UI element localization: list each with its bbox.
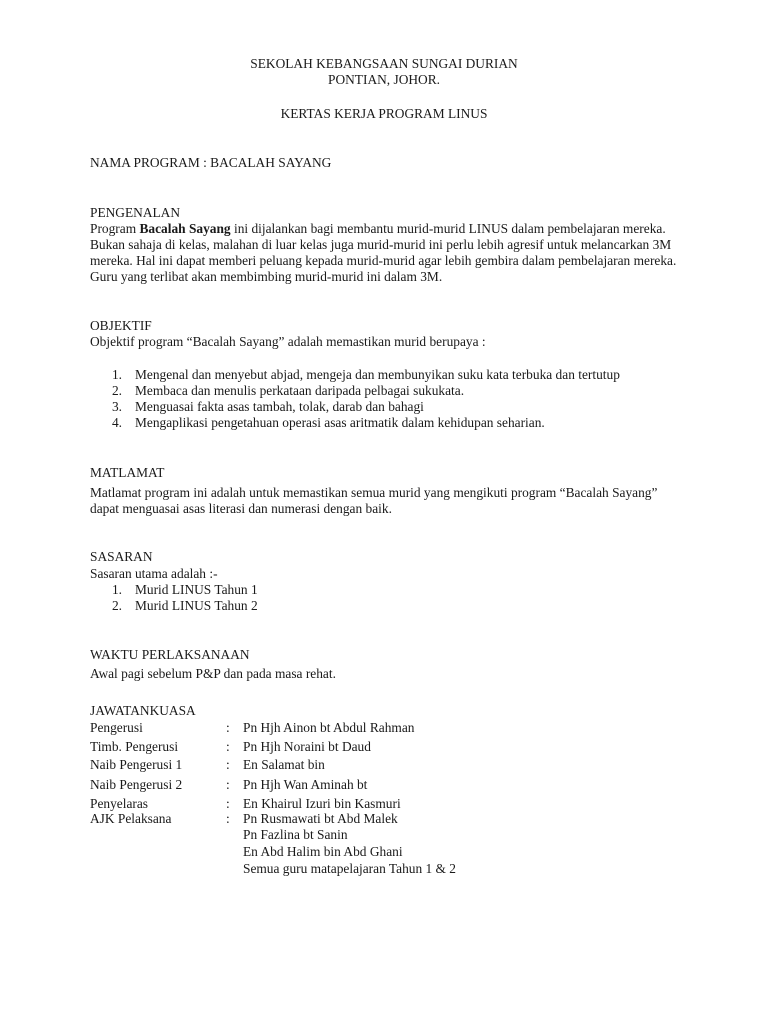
list-number: 1. — [111, 582, 122, 597]
pengenalan-line-1 — [90, 221, 666, 237]
committee-colon: : — [226, 720, 230, 735]
committee-extra-name: Pn Fazlina bt Sanin — [243, 827, 348, 842]
pengenalan-text: Program — [90, 221, 140, 236]
section-heading-matlamat: MATLAMAT — [90, 465, 165, 480]
committee-extra-name: Semua guru matapelajaran Tahun 1 & 2 — [243, 861, 457, 876]
committee-colon: : — [226, 811, 230, 826]
list-number: 2. — [111, 598, 122, 613]
committee-role: AJK Pelaksana — [90, 811, 172, 826]
pengenalan-line-4: Guru yang terlibat akan membimbing murid-murid ini dalam 3M. — [90, 269, 443, 284]
committee-role: Naib Pengerusi 2 — [90, 777, 183, 792]
program-name-bold: Bacalah Sayang — [139, 221, 231, 236]
committee-name: Pn Hjh Noraini bt Daud — [243, 739, 371, 754]
committee-name: Pn Rusmawati bt Abd Malek — [243, 811, 398, 826]
list-item: Mengenal dan menyebut abjad, mengeja dan membunyikan suku kata terbuka dan tertutup — [135, 367, 620, 382]
pengenalan-line-2: Bukan sahaja di kelas, malahan di luar kelas juga murid-murid ini perlu lebih agresif untuk melancarkan 3M — [90, 237, 672, 252]
committee-colon: : — [226, 796, 230, 811]
committee-colon: : — [226, 777, 230, 792]
list-item: Murid LINUS Tahun 2 — [135, 598, 258, 613]
section-heading-sasaran: SASARAN — [90, 549, 153, 564]
committee-name: Pn Hjh Ainon bt Abdul Rahman — [243, 720, 415, 735]
section-heading-objektif: OBJEKTIF — [90, 318, 152, 333]
committee-name: En Khairul Izuri bin Kasmuri — [243, 796, 401, 811]
section-heading-waktu: WAKTU PERLAKSANAAN — [90, 647, 250, 662]
program-line — [90, 155, 331, 171]
list-item: Mengaplikasi pengetahuan operasi asas aritmatik dalam kehidupan seharian. — [135, 415, 545, 430]
list-item: Menguasai fakta asas tambah, tolak, darab dan bahagi — [135, 399, 424, 414]
program-name: BACALAH SAYANG — [210, 155, 332, 170]
committee-name: Pn Hjh Wan Aminah bt — [243, 777, 368, 792]
waktu-text: Awal pagi sebelum P&P dan pada masa rehat. — [90, 666, 336, 681]
committee-role: Timb. Pengerusi — [90, 739, 179, 754]
committee-colon: : — [226, 739, 230, 754]
pengenalan-line-3: mereka. Hal ini dapat memberi peluang kepada murid-murid agar lebih gembira dalam pembelajaran mereka. — [90, 253, 677, 268]
matlamat-line-2: dapat menguasai asas literasi dan numerasi dengan baik. — [90, 501, 392, 516]
program-label: NAMA PROGRAM : — [90, 155, 211, 170]
list-number: 2. — [111, 383, 122, 398]
school-name: SEKOLAH KEBANGSAAN SUNGAI DURIAN — [250, 56, 518, 71]
committee-role: Penyelaras — [90, 796, 149, 811]
list-number: 4. — [111, 415, 122, 430]
document-title: KERTAS KERJA PROGRAM LINUS — [280, 106, 488, 121]
committee-name: En Salamat bin — [243, 757, 325, 772]
committee-extra-name: En Abd Halim bin Abd Ghani — [243, 844, 403, 859]
committee-role: Naib Pengerusi 1 — [90, 757, 183, 772]
school-location: PONTIAN, JOHOR. — [328, 72, 440, 87]
list-item: Membaca dan menulis perkataan daripada pelbagai sukukata. — [135, 383, 465, 398]
sasaran-intro: Sasaran utama adalah :- — [90, 566, 218, 581]
objektif-intro: Objektif program “Bacalah Sayang” adalah memastikan murid berupaya : — [90, 334, 486, 349]
list-number: 1. — [111, 367, 122, 382]
matlamat-line-1: Matlamat program ini adalah untuk memastikan semua murid yang mengikuti program “Bacalah Sayang” — [90, 485, 658, 500]
section-heading-jawatankuasa: JAWATANKUASA — [90, 703, 196, 718]
section-heading-pengenalan: PENGENALAN — [90, 205, 181, 220]
list-number: 3. — [111, 399, 122, 414]
pengenalan-text: ini dijalankan bagi membantu murid-murid LINUS dalam pembelajaran mereka. — [230, 221, 666, 236]
committee-role: Pengerusi — [90, 720, 143, 735]
list-item: Murid LINUS Tahun 1 — [135, 582, 258, 597]
committee-colon: : — [226, 757, 230, 772]
